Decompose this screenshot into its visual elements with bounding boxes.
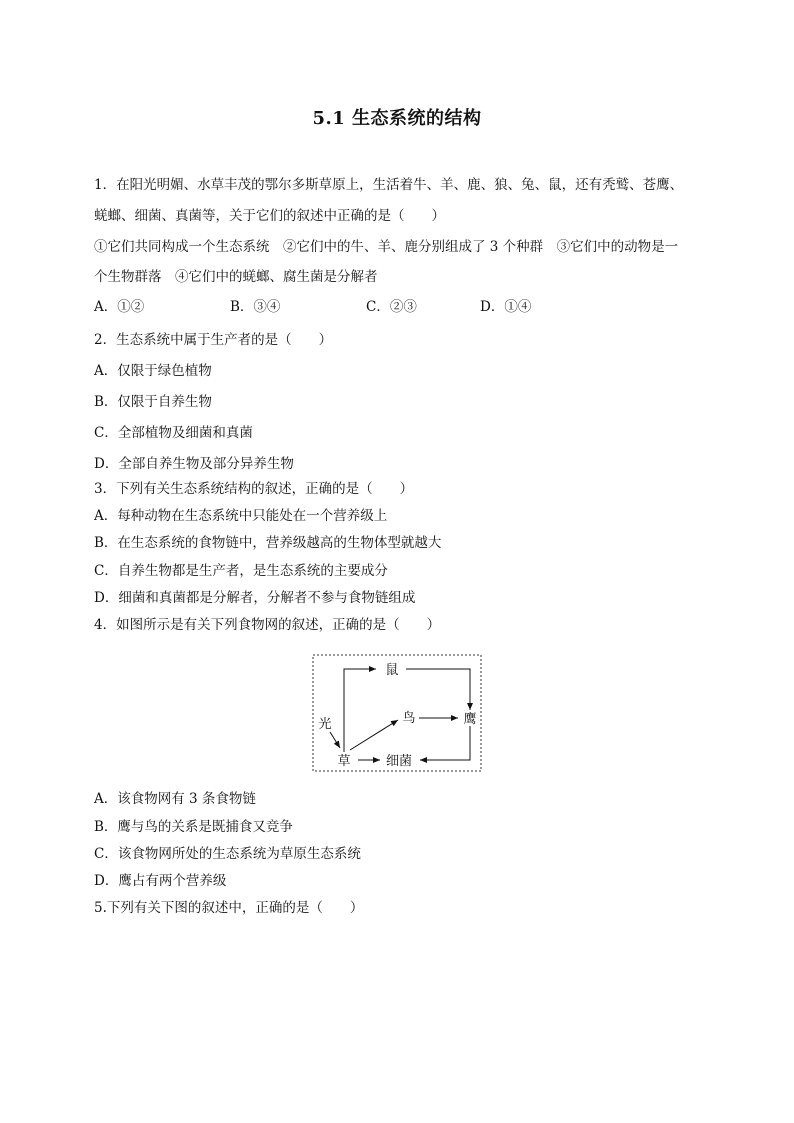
arrow-shu-to-ying (406, 669, 470, 710)
q4-stem: 4．如图所示是有关下列食物网的叙述，正确的是（ ） (94, 617, 441, 633)
q2-stem: 2．生态系统中属于生产者的是（ ） (94, 332, 333, 348)
q3-option-b: B．在生态系统的食物链中，营养级越高的生物体型就越大 (94, 535, 442, 551)
q2-option-b: B．仅限于自养生物 (94, 394, 212, 410)
q1-option-a: A．①② (94, 299, 145, 315)
q3-option-a: A．每种动物在生态系统中只能处在一个营养级上 (94, 508, 388, 524)
q1-option-d: D．①④ (480, 299, 532, 315)
q5-stem: 5.下列有关下图的叙述中，正确的是（ ） (94, 900, 364, 916)
q3-stem: 3．下列有关生态系统结构的叙述，正确的是（ ） (94, 481, 414, 497)
q1-option-c: C．②③ (366, 299, 417, 315)
q3-option-d: D．细菌和真菌都是分解者，分解者不参与食物链组成 (94, 590, 416, 606)
q4-option-b: B．鹰与鸟的关系是既捕食又竞争 (94, 819, 293, 835)
arrow-cao-to-shu (344, 669, 376, 752)
q1-option-b: B．③④ (230, 299, 281, 315)
q1-stem-line-2: 蜣螂、细菌、真菌等，关于它们的叙述中正确的是（ ） (94, 208, 445, 224)
food-web-diagram (312, 654, 482, 772)
page-title: 5.1 生态系统的结构 (312, 108, 482, 129)
q2-option-d: D．全部自养生物及部分异养生物 (94, 456, 294, 472)
node-niao: 鸟 (402, 711, 416, 726)
arrow-ying-to-xijun (420, 726, 470, 760)
q1-statement-line-1: ①它们共同构成一个生态系统 ②它们中的牛、羊、鹿分别组成了 3 个种群 ③它们中的动物是一 (94, 239, 679, 255)
node-shu: 鼠 (385, 663, 399, 678)
q4-option-d: D．鹰占有两个营养级 (94, 873, 227, 889)
q3-option-c: C．自养生物都是生产者，是生态系统的主要成分 (94, 563, 388, 579)
q2-option-c: C．全部植物及细菌和真菌 (94, 425, 253, 441)
q1-stem-line-1: 1．在阳光明媚、水草丰茂的鄂尔多斯草原上，生活着牛、羊、鹿、狼、兔、鼠，还有秃鹫、苍鹰、 (94, 177, 684, 193)
q2-option-a: A．仅限于绿色植物 (94, 363, 212, 379)
node-guang: 光 (318, 717, 332, 732)
node-ying: 鹰 (463, 712, 477, 727)
q4-option-a: A．该食物网有 3 条食物链 (94, 791, 256, 807)
arrow-cao-to-niao (350, 720, 398, 750)
node-xijun: 细菌 (385, 754, 413, 769)
q1-statement-line-2: 个生物群落 ④它们中的蜣螂、腐生菌是分解者 (94, 269, 378, 285)
arrow-guang-to-cao (330, 732, 340, 748)
node-cao: 草 (337, 754, 351, 769)
q4-option-c: C．该食物网所处的生态系统为草原生态系统 (94, 846, 361, 862)
